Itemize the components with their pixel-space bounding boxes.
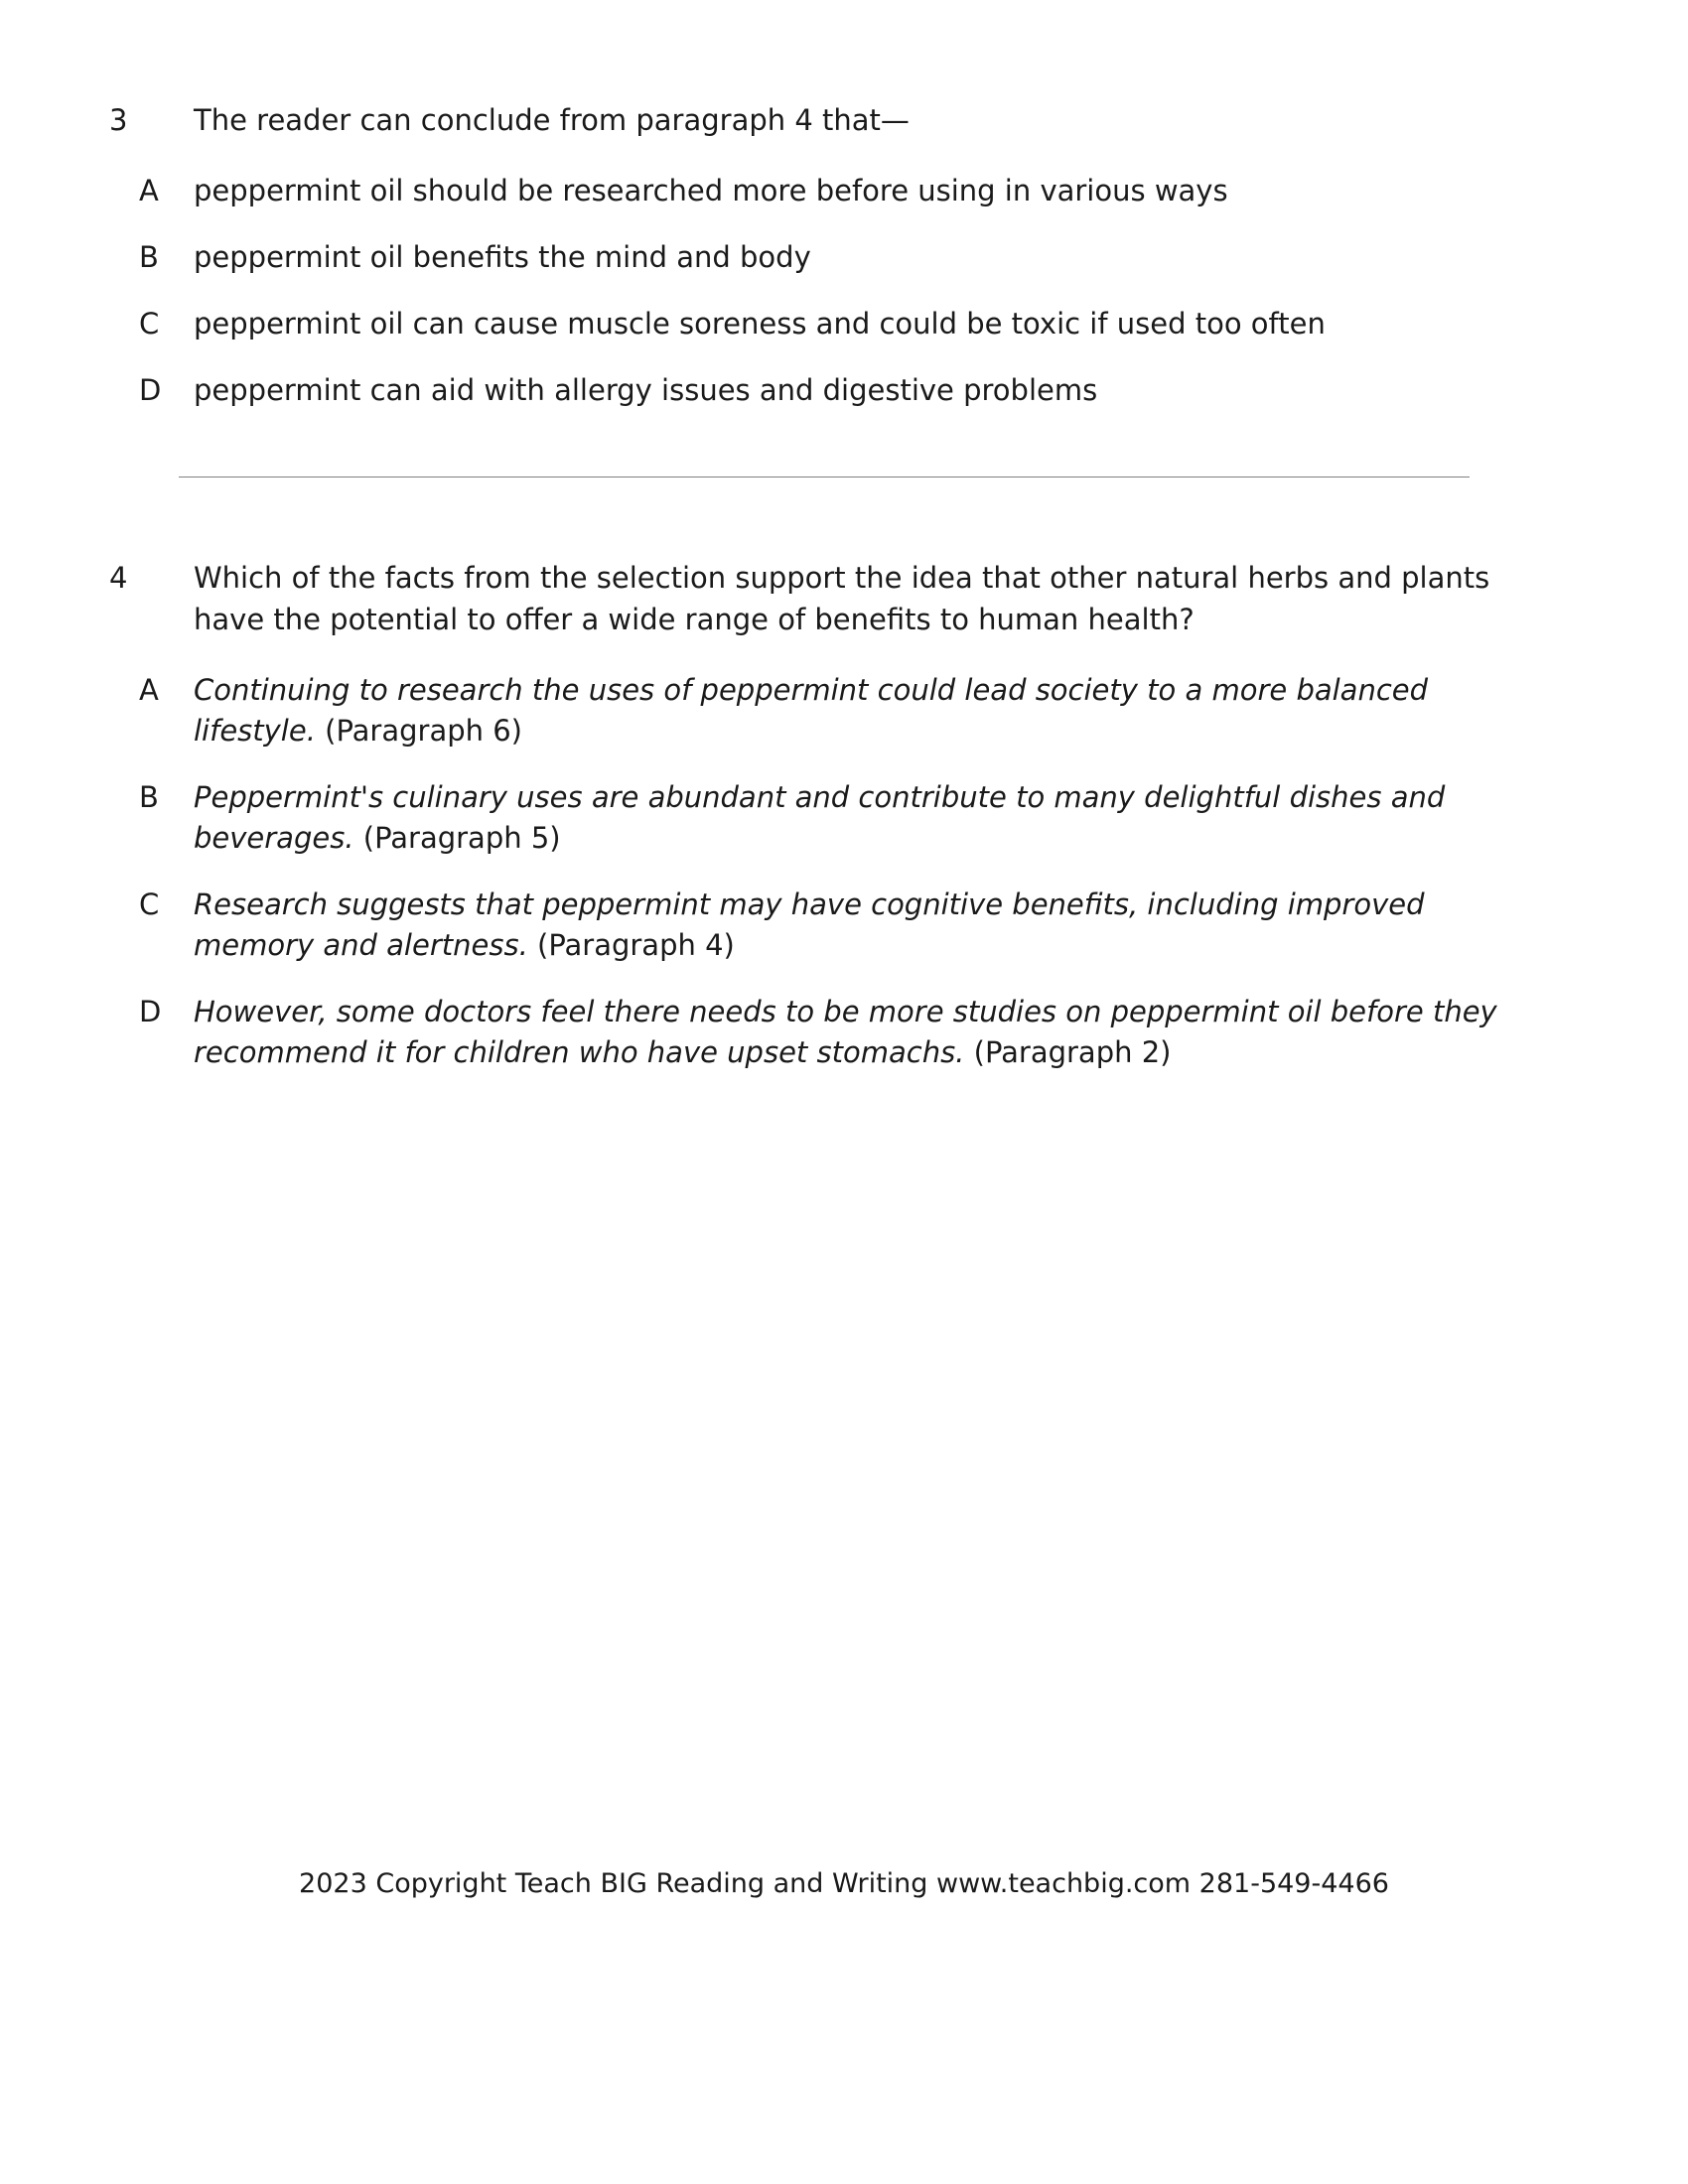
answer-choice[interactable] [109, 171, 1599, 211]
question-number: 3 [109, 103, 128, 137]
answer-choice[interactable] [109, 777, 1599, 859]
question-stem-4 [109, 557, 1599, 640]
answer-choice[interactable] [109, 370, 1599, 411]
page-footer: 2023 Copyright Teach BIG Reading and Writing www.teachbig.com 281-549-4466 [299, 1868, 1389, 1899]
answer-choice[interactable] [109, 992, 1599, 1073]
choice-text [194, 777, 1524, 859]
choice-quote: Peppermint's culinary uses are abundant and contribute to many delightful dishes and beverages. [194, 780, 1446, 855]
choice-citation: (Paragraph 5) [362, 821, 561, 855]
choice-text [194, 992, 1524, 1073]
divider-line [179, 477, 1470, 478]
answer-choice[interactable] [109, 885, 1599, 966]
questions-container [109, 99, 1599, 1099]
choice-text [194, 670, 1524, 751]
question-text: Which of the facts from the selection support the idea that other natural herbs and plants have the potential to offer a wide range of benefits to human health? [194, 561, 1490, 636]
choice-letter: A [139, 673, 159, 707]
choice-letter: A [139, 174, 159, 207]
choice-citation: (Paragraph 6) [325, 714, 522, 748]
choice-text: peppermint oil benefits the mind and body [194, 240, 811, 274]
question-text: The reader can conclude from paragraph 4 that— [194, 103, 910, 137]
answer-choice[interactable] [109, 670, 1599, 751]
choice-letter: B [139, 240, 159, 274]
choice-quote: Continuing to research the uses of peppermint could lead society to a more balanced lifestyle. [194, 673, 1429, 748]
section-divider [109, 477, 1599, 478]
choice-citation: (Paragraph 4) [537, 928, 735, 962]
choice-letter: C [139, 887, 160, 921]
choice-quote: Research suggests that peppermint may have cognitive benefits, including improved memory and alertness. [194, 887, 1425, 962]
choice-letter: D [139, 373, 162, 407]
choice-text: peppermint oil can cause muscle soreness and could be toxic if used too often [194, 307, 1326, 341]
choice-text: peppermint can aid with allergy issues and digestive problems [194, 373, 1098, 407]
question-block-3 [109, 99, 1599, 411]
choice-letter: D [139, 995, 162, 1028]
answer-choice[interactable] [109, 304, 1599, 344]
choice-letter: C [139, 307, 160, 341]
choice-letter: B [139, 780, 159, 814]
choice-text [194, 885, 1524, 966]
choice-quote: However, some doctors feel there needs to be more studies on peppermint oil before they recommend it for children who have upset stomachs. [194, 995, 1497, 1069]
question-block-4 [109, 557, 1599, 1073]
question-number: 4 [109, 561, 128, 595]
choice-citation: (Paragraph 2) [973, 1035, 1172, 1069]
choice-text: peppermint oil should be researched more before using in various ways [194, 174, 1228, 207]
answer-choice[interactable] [109, 237, 1599, 278]
question-stem-3 [109, 99, 1599, 141]
